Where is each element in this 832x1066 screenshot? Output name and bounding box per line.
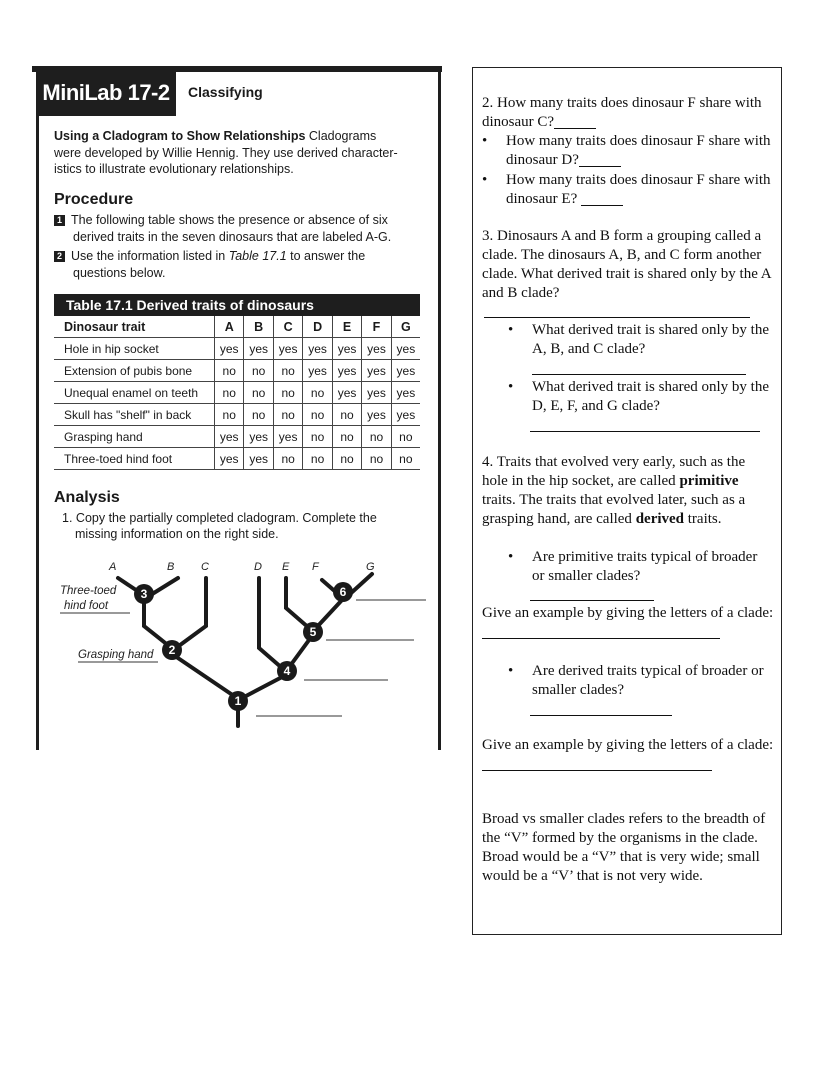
- panel-left-rule: [36, 66, 39, 750]
- trait-name: Hole in hip socket: [54, 338, 215, 360]
- question-2-bullet-1: [506, 132, 774, 170]
- table-cell: yes: [303, 338, 332, 360]
- table-cell: no: [303, 404, 332, 426]
- analysis-q1-line-1: Copy the partially completed cladogram. Complete the: [75, 511, 377, 525]
- header-col-c: C: [273, 316, 302, 338]
- intro-bold: Using a Cladogram to Show Relationships: [54, 129, 306, 143]
- table-cell: no: [303, 448, 332, 470]
- intro-paragraph: [54, 128, 424, 178]
- table-cell: yes: [215, 338, 244, 360]
- question-2-bullet-2-text: How many traits does dinosaur F share with dinosaur E?: [506, 172, 771, 207]
- table-cell: no: [273, 382, 302, 404]
- node-5-label: 5: [309, 625, 317, 639]
- example-2: [482, 736, 774, 774]
- label-grasping-hand: Grasping hand: [78, 649, 154, 661]
- question-4: [482, 453, 774, 529]
- table-cell: no: [332, 448, 361, 470]
- clade-breadth-note: Broad vs smaller clades refers to the breadth of the “V” formed by the organisms in the clade. Broad would be a “V” that is very wide; small would be a “V’ that is not very wide.: [482, 811, 766, 884]
- table-cell: no: [303, 382, 332, 404]
- table-row: [54, 360, 420, 382]
- branch-e: [286, 578, 309, 628]
- answer-line[interactable]: [579, 152, 621, 167]
- header-col-f: F: [362, 316, 391, 338]
- minilab-subtitle: Classifying: [188, 84, 263, 100]
- node-2-label: 2: [168, 643, 176, 657]
- node-6-marker: [333, 582, 353, 602]
- node-1-marker: [228, 691, 248, 711]
- intro-rest: Cladograms: [305, 129, 377, 143]
- table-cell: yes: [391, 338, 420, 360]
- table-cell: yes: [362, 338, 391, 360]
- analysis-question-1: [62, 510, 422, 542]
- table-cell: yes: [215, 448, 244, 470]
- node-4-marker: [277, 661, 297, 681]
- header-col-d: D: [303, 316, 332, 338]
- table-cell: no: [303, 426, 332, 448]
- answer-line[interactable]: [530, 715, 672, 716]
- taxon-e: E: [282, 561, 290, 573]
- analysis-heading: Analysis: [54, 489, 120, 506]
- minilab-title: MiniLab 17-2: [36, 70, 176, 116]
- table-row: [54, 448, 420, 470]
- table-row: [54, 404, 420, 426]
- table-cell: yes: [391, 360, 420, 382]
- table-cell: no: [332, 426, 361, 448]
- trait-name: Three-toed hind foot: [54, 448, 215, 470]
- header-col-a: A: [215, 316, 244, 338]
- label-three-toed-1: Three-toed: [60, 585, 117, 597]
- traits-table: [54, 294, 420, 470]
- branch-defg: [246, 676, 284, 696]
- analysis-q1-line-2: missing information on the right side.: [75, 527, 279, 541]
- table-cell: no: [332, 404, 361, 426]
- branch-fg: [316, 600, 342, 628]
- table-cell: yes: [362, 404, 391, 426]
- header-col-e: E: [332, 316, 361, 338]
- node-3-label: 3: [140, 587, 148, 601]
- trait-name: Unequal enamel on teeth: [54, 382, 215, 404]
- question-4-part-2: traits. The traits that evolved later, such as a grasping hand, are called: [482, 492, 746, 527]
- table-cell: yes: [303, 360, 332, 382]
- table-cell: yes: [362, 382, 391, 404]
- node-3-marker: [134, 584, 154, 604]
- step-1-number: 1: [54, 215, 65, 226]
- question-2-bullet-1-text: How many traits does dinosaur F share with dinosaur D?: [506, 133, 771, 168]
- answer-line[interactable]: [484, 317, 750, 318]
- table-cell: yes: [391, 382, 420, 404]
- table-cell: no: [215, 404, 244, 426]
- analysis-q1-number: 1.: [62, 511, 73, 525]
- question-4-part-1: 4. Traits that evolved very early, such as the hole in the hip socket, are called: [482, 454, 746, 489]
- answer-line[interactable]: [530, 431, 760, 432]
- table-title: Table 17.1 Derived traits of dinosaurs: [54, 294, 420, 316]
- table-cell: no: [273, 360, 302, 382]
- intro-line-3: istics to illustrate evolutionary relationships.: [54, 162, 294, 176]
- table-cell: yes: [362, 360, 391, 382]
- table-row: [54, 382, 420, 404]
- question-3: 3. Dinosaurs A and B form a grouping called a clade. The dinosaurs A, B, and C form another clade. What derived trait is shared only by the A and B clade?: [482, 228, 771, 301]
- taxon-b: B: [167, 561, 175, 573]
- cladogram: [54, 556, 434, 736]
- question-3-bullet-1: • What derived trait is shared only by the A, B, and C clade?: [532, 321, 772, 359]
- answer-line[interactable]: [530, 600, 654, 601]
- step-1-line-2: derived traits in the seven dinosaurs that are labeled A-G.: [73, 229, 392, 244]
- node-2-marker: [162, 640, 182, 660]
- question-4-primitive: primitive: [679, 473, 739, 489]
- table-cell: no: [244, 404, 273, 426]
- table-cell: yes: [332, 338, 361, 360]
- branch-c: [176, 578, 206, 648]
- step-1-line-1: The following table shows the presence or absence of six: [71, 213, 388, 227]
- node-1-label: 1: [234, 694, 242, 708]
- table-cell: yes: [244, 426, 273, 448]
- node-6-label: 6: [339, 585, 347, 599]
- table-cell: yes: [332, 382, 361, 404]
- table-cell: yes: [273, 426, 302, 448]
- example-1-text: Give an example by giving the letters of a clade:: [482, 605, 774, 621]
- header-trait: Dinosaur trait: [54, 316, 215, 338]
- header-col-g: G: [391, 316, 420, 338]
- header-col-b: B: [244, 316, 273, 338]
- table-cell: no: [215, 382, 244, 404]
- table-cell: yes: [332, 360, 361, 382]
- table-header-row: [54, 316, 420, 338]
- question-4-part-3: traits.: [684, 511, 722, 527]
- table-cell: no: [244, 382, 273, 404]
- table-cell: no: [215, 360, 244, 382]
- step-2-line-1a: Use the information listed in: [71, 249, 229, 263]
- panel-right-rule: [438, 66, 441, 750]
- step-2-table-ref: Table 17.1: [228, 249, 287, 263]
- taxon-c: C: [201, 561, 209, 573]
- trait-name: Extension of pubis bone: [54, 360, 215, 382]
- question-3-bullet-2: • What derived trait is shared only by the D, E, F, and G clade?: [532, 378, 772, 416]
- table-cell: no: [391, 426, 420, 448]
- table-cell: no: [273, 448, 302, 470]
- branch-abc: [172, 654, 234, 696]
- table-cell: yes: [244, 448, 273, 470]
- answer-line[interactable]: [581, 191, 623, 206]
- table-cell: no: [362, 426, 391, 448]
- trait-name: Grasping hand: [54, 426, 215, 448]
- example-1: [482, 604, 774, 642]
- trait-name: Skull has "shelf" in back: [54, 404, 215, 426]
- table-row: [54, 338, 420, 360]
- step-2-line-1b: to answer the: [286, 249, 366, 263]
- table-row: [54, 426, 420, 448]
- question-4-bullet-1: • Are primitive traits typical of broader or smaller clades?: [532, 548, 772, 586]
- answer-line[interactable]: [554, 114, 596, 129]
- taxon-f: F: [312, 561, 319, 573]
- procedure-heading: Procedure: [54, 191, 134, 208]
- label-three-toed-2: hind foot: [64, 600, 109, 612]
- table-cell: yes: [273, 338, 302, 360]
- question-2-bullet-2: [506, 171, 774, 209]
- node-5-marker: [303, 622, 323, 642]
- traits-grid: [54, 316, 420, 470]
- branch-g: [350, 574, 372, 594]
- table-cell: no: [244, 360, 273, 382]
- table-cell: no: [391, 448, 420, 470]
- node-4-label: 4: [283, 664, 291, 678]
- taxon-a: A: [109, 561, 117, 573]
- example-2-text: Give an example by giving the letters of a clade:: [482, 737, 774, 753]
- step-2-line-2: questions below.: [73, 265, 166, 280]
- procedure-step-1: [54, 212, 424, 245]
- question-4-derived: derived: [635, 511, 685, 527]
- question-4-bullet-2: • Are derived traits typical of broader or smaller clades?: [532, 662, 774, 700]
- answer-line[interactable]: [532, 374, 746, 375]
- table-cell: no: [273, 404, 302, 426]
- question-2: [482, 94, 772, 132]
- table-cell: yes: [215, 426, 244, 448]
- intro-line-2: were developed by Willie Hennig. They use derived character-: [54, 145, 398, 160]
- answer-line[interactable]: [482, 624, 720, 639]
- taxon-g: G: [366, 561, 375, 573]
- answer-line[interactable]: [482, 756, 712, 771]
- table-cell: yes: [244, 338, 273, 360]
- branch-d: [259, 578, 282, 668]
- procedure-step-2: [54, 248, 424, 281]
- step-2-number: 2: [54, 251, 65, 262]
- taxon-d: D: [254, 561, 262, 573]
- branch-ab: [144, 598, 169, 646]
- question-2-text: 2. How many traits does dinosaur F share with dinosaur C?: [482, 95, 762, 130]
- table-cell: no: [362, 448, 391, 470]
- table-cell: yes: [391, 404, 420, 426]
